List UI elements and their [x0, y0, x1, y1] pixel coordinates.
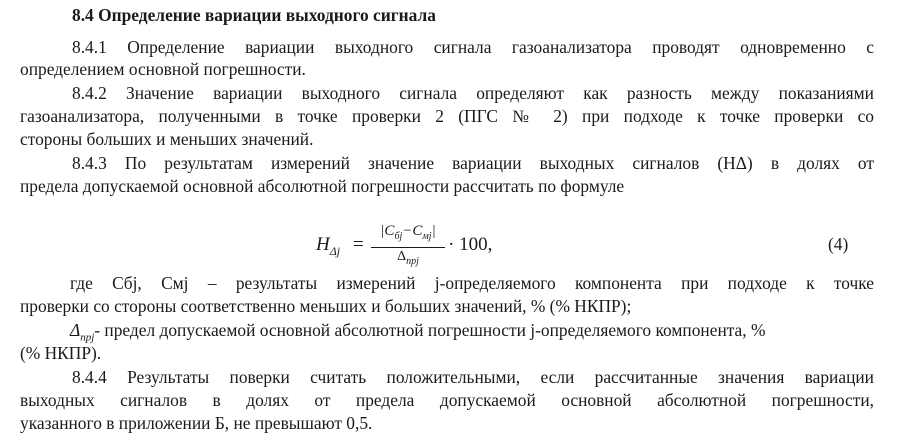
para-8-4-1-line-1: 8.4.1 Определение вариации выходного сигнала газоанализатора проводят одновременно с — [72, 37, 874, 57]
section-heading: 8.4 Определение вариации выходного сигнала — [72, 5, 436, 25]
formula-number: (4) — [828, 234, 849, 254]
where-line-2: проверки со стороны соответственно меньших и больших значений, % (% НКПР); — [20, 296, 632, 316]
para-8-4-4-line-2: выходных сигналов в долях от предела допускаемой основной абсолютной погрешности, — [20, 390, 874, 410]
para-8-4-1-line-2: определением основной погрешности. — [20, 59, 306, 79]
formula-lhs: $H_{\Delta j}$ — [316, 234, 341, 258]
delta-symbol: $\Delta_{прj}$ — [70, 320, 95, 344]
formula-equals: = — [353, 234, 364, 255]
para-8-4-4-line-3: указанного в приложении Б, не превышают 0,5. — [20, 413, 373, 433]
formula-4 — [0, 222, 903, 272]
formula-numerator: $|C_{бj}-C_{мj}|$ — [380, 223, 436, 242]
para-8-4-3-line-2: предела допускаемой основной абсолютной погрешности рассчитать по формуле — [20, 176, 625, 196]
para-8-4-4-line-1: 8.4.4 Результаты поверки считать положительными, если рассчитанные значения вариации — [72, 367, 874, 387]
where-line-1: где Cбj, Cмj – результаты измерений j-определяемого компонента при подходе к точке — [70, 273, 874, 293]
para-8-4-2-line-2: газоанализатора, полученными в точке проверки 2 (ПГС № 2) при подходе к точке проверки со — [20, 106, 874, 126]
para-8-4-2-line-1: 8.4.2 Значение вариации выходного сигнала определяют как разность между показаниями — [72, 83, 874, 103]
delta-definition-line-2: (% НКПР). — [20, 343, 102, 363]
delta-definition-line-1: $\Delta_{прj}-$ предел допускаемой основной абсолютной погрешности j-определяемого компонента, % — [70, 320, 766, 344]
formula-multiplier: · 100, — [448, 234, 493, 255]
fraction-bar — [371, 247, 445, 248]
formula-denominator: $\Delta_{прj}$ — [397, 249, 419, 267]
para-8-4-3-line-1: 8.4.3 По результатам измерений значение вариации выходных сигналов (HΔ) в долях от — [72, 153, 874, 173]
formula-fraction — [371, 222, 445, 270]
para-8-4-2-line-3: стороны больших и меньших значений. — [20, 129, 314, 149]
